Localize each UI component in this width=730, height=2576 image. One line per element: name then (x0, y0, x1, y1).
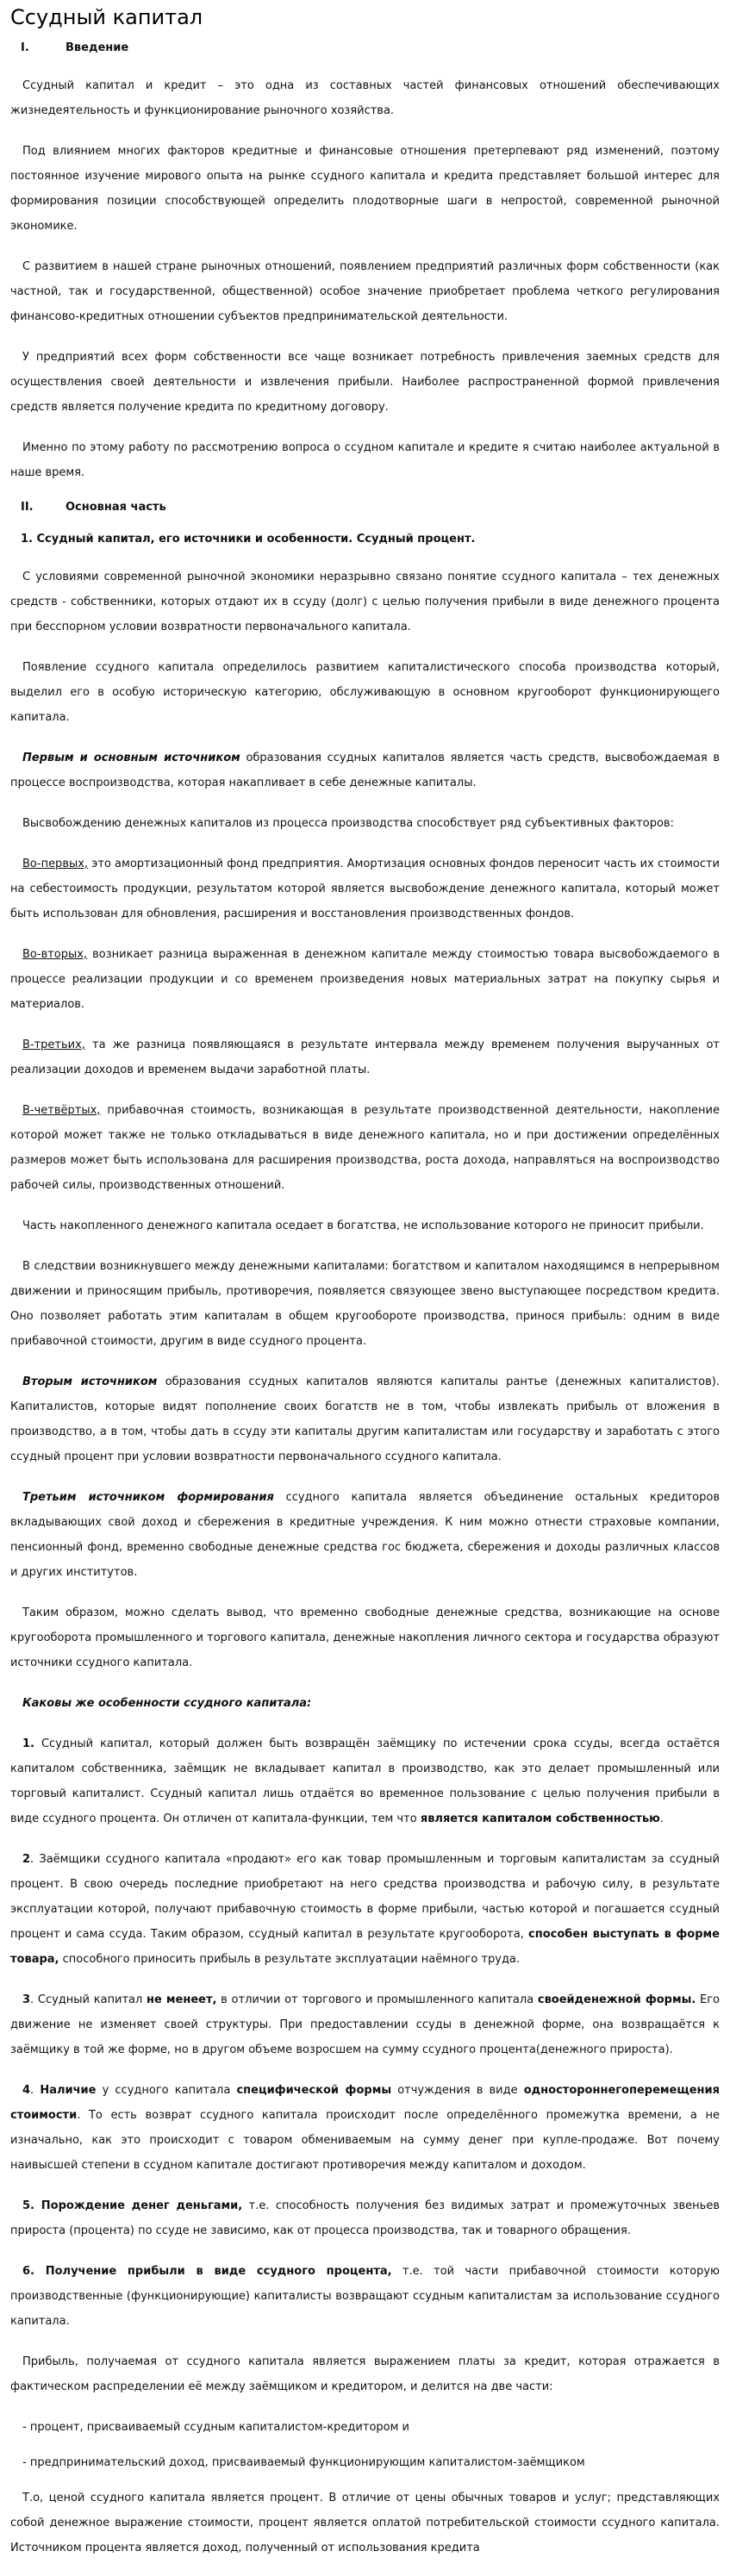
text: ссудного капитала является объединение остальных кредиторов вкладывающих свой доход и сбережения в кредитные учреждения. К ним можно отнести страховые компании, пенсионный фонд, временно свободные денежные средства гос бюджета, сбережения и доходы различных классов и других институтов. (10, 1491, 720, 1579)
section-heading-main (21, 501, 720, 514)
text: это амортизационный фонд предприятия. Амортизация основных фондов переносит часть их стоимости на себестоимость продукции, результатом которой является высвобождение денежного капитала, который может быть использован для обновления, расширения и восстановления производственных фондов. (10, 858, 720, 920)
paragraph: В следствии возникнувшего между денежными капиталами: богатством и капиталом находящимся в непрерывном движении и приносящим прибыль, противоречия, появляется связующее звено выступающее посредством кредита. Оно позволяет работать этим капиталам в общем кругообороте производства, принося прибыль: одним в виде прибавочной стоимости, другим в виде ссудного процента. (10, 1260, 720, 1348)
paragraph: Прибыль, получаемая от ссудного капитала является выражением платы за кредит, которая отражается в фактическом распределении её между заёмщиком и кредитором, и делится на две части: (10, 2355, 720, 2393)
feature-item (10, 2193, 720, 2243)
list-item: - предпринимательский доход, присваиваемый функционирующим капиталистом-заёмщиком (22, 2456, 585, 2469)
text: отчуждения в виде (391, 2084, 524, 2097)
section-number: II. (21, 501, 34, 514)
feature-item (10, 2259, 720, 2334)
text: Ссудный капитал, который должен быть возвращён заёмщику по истечении срока ссуды, всегда остаётся капиталом собственника, заёмщик не вкладывает капитал в производство, как это делает промышленный или торговый капиталист. Ссудный капитал лишь отдаётся во временное пользование с целью получения прибыли в виде ссудного процента. Он отличен от капитала-функции, тем что (10, 1737, 720, 1825)
feature-item (10, 2078, 720, 2178)
paragraph: Ссудный капитал и кредит – это одна из составных частей финансовых отношений обеспечивающих жизнедеятельность и функционирование рыночного хозяйства. (10, 79, 720, 117)
bold-term: Порождение денег деньгами, (34, 2199, 243, 2212)
text: . То есть возврат ссудного капитала происходит после определённого промежутка времени, а не изначально, как это происходит с товаром обмениваемым на сумму денег при купле-продаже. Вот почему наивысшей степени в ссудном капитале достигают противоречия между капиталом и доходом. (10, 2109, 720, 2172)
paragraph: Таким образом, можно сделать вывод, что временно свободные денежные средства, возникающие на основе кругооборота промышленного и торгового капитала, денежные накопления личного сектора и государства образуют источники ссудного капитала. (10, 1606, 720, 1669)
text: . Ссудный капитал (30, 1993, 147, 2006)
paragraph (10, 1369, 720, 1469)
bold-term: специфической формы (236, 2084, 392, 2097)
bold-term: . Получение прибыли в виде ссудного процента, (30, 2265, 392, 2278)
text: т.е. той части прибавочной стоимости которую производственные (функционирующие) капиталисты возвращают ссудным капиталистам за использование ссудного капитала. (10, 2265, 720, 2328)
emphasis: Каковы же особенности ссудного капитала: (22, 1697, 312, 1710)
item-number: 1. (22, 1737, 34, 1750)
emphasis: Вторым источником (22, 1375, 158, 1388)
text: в отличии от торгового и промышленного капитала (216, 1993, 538, 2006)
paragraph: С условиями современной рыночной экономики неразрывно связано понятие ссудного капитала – тех денежных средств - собственники, которых отдают их в ссуду (долг) с целью получения прибыли в виде денежного процента при бесспорном условии возвратности первоначального капитала. (10, 571, 720, 633)
paragraph (10, 942, 720, 1017)
item-number: 6 (22, 2265, 31, 2278)
paragraph: Именно по этому работу по рассмотрению вопроса о ссудном капитале и кредите я считаю наиболее актуальной в наше время. (10, 441, 720, 479)
text: образования ссудных капиталов являются капиталы рантье (денежных капиталистов). Капиталистов, которые видят пополнение своих богатств не в том, чтобы извлекать прибыль от вложения в производство, а в том, чтобы дать в ссуду эти капиталы другим капиталистам или государству и заработать с этого ссудный процент при условии возвратности первоначального ссудного капитала. (10, 1375, 720, 1463)
section-number: I. (21, 41, 29, 54)
paragraph (10, 1691, 720, 1716)
text: прибавочная стоимость, возникающая в результате производственной деятельности, накопление которой может также не только откладываться в виде денежного капитала, но и при достижении определённых размеров может быть использована для расширения производства, роста дохода, направляться на воспроизводство рабочей силы, производственных отношений. (10, 1104, 720, 1192)
underlined-term: В-третьих, (22, 1039, 85, 1051)
text: способного приносить прибыль в результате эксплуатации наёмного труда. (59, 1953, 521, 1966)
paragraph: С развитием в нашей стране рыночных отношений, появлением предприятий различных форм собственности (как частной, так и государственной, общественной) особое значение приобретает проблема четкого регулирования финансово-кредитных отношении субъектов предпринимательской деятельности. (10, 260, 720, 323)
item-number: 5. (22, 2199, 34, 2212)
text: у ссудного капитала (96, 2084, 237, 2097)
text: . (30, 2084, 41, 2097)
paragraph (10, 1032, 720, 1082)
feature-item (10, 1987, 720, 2062)
bold-term: способен выступать в форме товара, (10, 1928, 720, 1966)
bold-term: своейденежной формы. (537, 1993, 696, 2006)
page-title: Ссудный капитал (10, 5, 203, 29)
text: образования ссудных капиталов является часть средств, высвобождаемая в процессе воспроизводства, которая накапливает в себе денежные капиталы. (10, 752, 720, 789)
paragraph (10, 1098, 720, 1198)
paragraph (10, 851, 720, 926)
paragraph: У предприятий всех форм собственности все чаще возникает потребность привлечения заемных средств для осуществления своей деятельности и извлечения прибыли. Наиболее распространенной формой привлечения средств является получение кредита по кредитному договору. (10, 351, 720, 414)
underlined-term: Во-первых, (22, 858, 89, 870)
emphasis: Первым и основным источником (22, 752, 240, 764)
paragraph: Высвобождению денежных капиталов из процесса производства способствует ряд субъективных факторов: (22, 817, 674, 830)
item-number: 4 (22, 2084, 31, 2097)
item-number: 2 (22, 1853, 31, 1866)
paragraph: Т.о, ценой ссудного капитала является процент. В отличие от цены обычных товаров и услуг; представляющих собой денежное выражение стоимости, процент является оплатой потребительской стоимости ссудного капитала. Источником процента является доход, полученный от использования кредита (10, 2492, 720, 2554)
bold-term: не менеет, (147, 1993, 217, 2006)
feature-item: 1. Ссудный капитал, который должен быть возвращён заёмщику по истечении срока ссуды, всегда остаётся капиталом собственника, заёмщик не вкладывает капитал в производство, как это делает промышленный или торговый капиталист. Ссудный капитал лишь отдаётся во временное пользование с целью получения прибыли в виде ссудного процента. Он отличен от капитала-функции, тем что является капиталом собственностью. (10, 1737, 720, 1825)
bold-term: является капиталом собственностью (420, 1812, 660, 1825)
underlined-term: В-четвёртых, (22, 1104, 101, 1117)
paragraph (10, 1485, 720, 1585)
list-item: - процент, присваиваемый ссудным капиталистом-кредитором и (22, 2421, 409, 2434)
paragraph: Часть накопленного денежного капитала оседает в богатства, не использование которого не приносит прибыли. (22, 1219, 704, 1232)
paragraph (10, 745, 720, 795)
paragraph: Появление ссудного капитала определилось развитием капиталистического способа производства который, выделил его в особую историческую категорию, обслуживающую в основном кругооборот функционирующего капитала. (10, 661, 720, 724)
text: возникает разница выраженная в денежном капитале между стоимостью товара высвобождаемого в процессе реализации продукции и со временем произведения новых материальных затрат на покупку сырья и материалов. (10, 948, 720, 1011)
text: . Заёмщики ссудного капитала «продают» его как товар промышленным и торговым капиталистам за ссудный процент. В свою очередь последние приобретают на него средства производства и рабочую силу, в результате эксплуатации которой, получают прибавочную стоимость в форме прибыли, частью которой и погашается ссудный процент и сама ссуда. Таким образом, ссудный капитал в результате кругооборота, (10, 1853, 720, 1941)
section-label: Введение (66, 41, 129, 54)
text: Его движение не изменяет своей структуры. При предоставлении ссуды в денежной форме, она возвращаётся к заёмщику в той же форме, но в другом объеме возросшем на сумму ссудного процента(денежного прироста). (10, 1993, 720, 2056)
bold-term: Наличие (40, 2084, 97, 2097)
section-label: Основная часть (66, 501, 166, 514)
paragraph: Под влиянием многих факторов кредитные и финансовые отношения претерпевают ряд изменений, поэтому постоянное изучение мирового опыта на рынке ссудного капитала и кредита представляет большой интерес для формирования позиции способствующей определить плодотворные шаги в непростой, современной рыночной экономике. (10, 145, 720, 233)
section-heading-intro (21, 41, 720, 54)
item-number: 3 (22, 1993, 31, 2006)
bold-term: одностороннегоперемещения стоимости (10, 2084, 720, 2122)
subsection-heading: 1. Ссудный капитал, его источники и особенности. Ссудный процент. (21, 533, 476, 546)
underlined-term: Во-вторых, (22, 948, 88, 961)
feature-item (10, 1847, 720, 1972)
emphasis: Третьим источником формирования (22, 1491, 274, 1504)
text: т.е. способность получения без видимых затрат и промежуточных звеньев прироста (процента) по ссуде не зависимо, как от процесса производства, так и товарного обращения. (10, 2199, 720, 2237)
text: та же разница появляющаяся в результате интервала между временем получения выручанных от реализации доходов и временем выдачи заработной платы. (10, 1039, 720, 1076)
